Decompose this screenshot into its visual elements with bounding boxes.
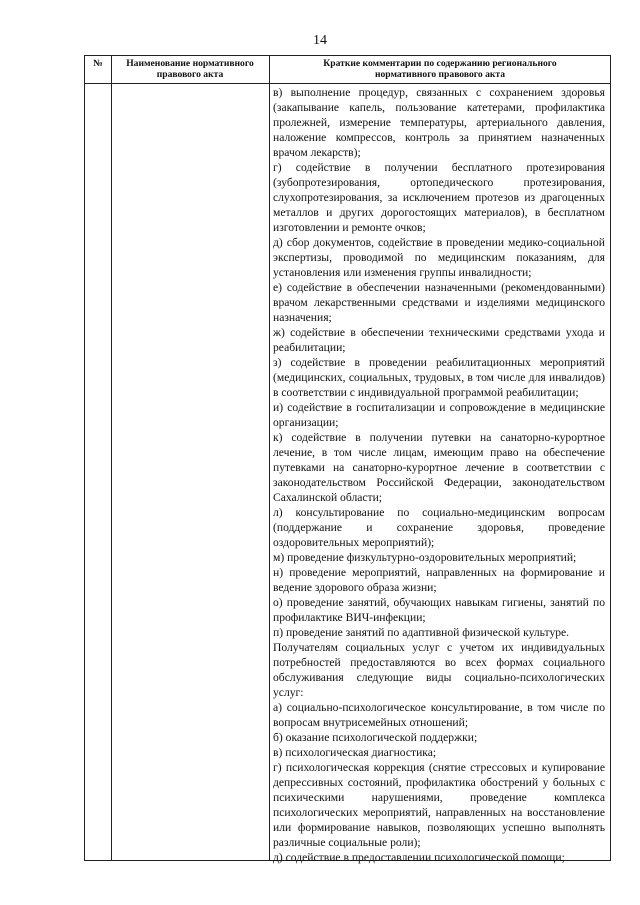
column-divider	[111, 56, 112, 860]
comment-paragraph: а) социально-психологическое консультирование, в том числе по вопросам внутрисемейных отношений;	[273, 701, 605, 729]
header-comments: Краткие комментарии по содержанию регионального нормативного правового акта	[323, 58, 557, 80]
comment-paragraph: н) проведение мероприятий, направленных на формирование и ведение здорового образа жизни;	[273, 566, 605, 594]
comment-paragraph: з) содействие в проведении реабилитационных мероприятий (медицинских, социальных, трудовых, в том числе для инвалидов) в соответствии с индивидуальной программой реабилитации;	[273, 356, 605, 399]
comment-paragraph: м) проведение физкультурно-оздоровительных мероприятий;	[273, 551, 577, 564]
comment-paragraph: Получателям социальных услуг с учетом их индивидуальных потребностей предоставляются во всех формах социального обслуживания следующие виды социально-психологических услуг:	[273, 641, 605, 699]
comment-paragraph: в) выполнение процедур, связанных с сохранением здоровья (закапывание капель, пользование катетерами, профилактика пролежней, измерение температуры, артериального давления, наложение компрессов, контроль за принятием назначенных врачом лекарств);	[273, 86, 605, 159]
comment-paragraph: в) психологическая диагностика;	[273, 746, 437, 759]
comment-paragraph: п) проведение занятий по адаптивной физической культуре.	[273, 626, 570, 639]
header-number: №	[93, 58, 103, 69]
comment-paragraph: л) консультирование по социально-медицинским вопросам (поддержание и сохранение здоровья, проведение оздоровительных мероприятий);	[273, 506, 605, 549]
comment-paragraph: г) содействие в получении бесплатного протезирования (зубопротезирования, ортопедического протезирования, слухопротезирования, за исключением протезов из драгоценных металлов и других дорогостоящих материалов), в бесплатном изготовлении и ремонте очков;	[273, 161, 605, 234]
document-table	[84, 55, 611, 864]
comment-paragraph: е) содействие в обеспечении назначенными (рекомендованными) врачом лекарственными средствами и изделиями медицинского назначения;	[273, 281, 605, 324]
column-divider	[269, 56, 270, 860]
page-number: 14	[313, 33, 327, 48]
header-act-name: Наименование нормативного правового акта	[126, 58, 254, 80]
comment-paragraph: г) психологическая коррекция (снятие стрессовых и купирование депрессивных состояний, профилактика обострений у больных с психическими нарушениями, проведение комплекса психологических мероприятий, направленных на восстановление или формирование навыков, позволяющих успешно выполнять различные социальные роли);	[273, 761, 605, 849]
comment-paragraph: о) проведение занятий, обучающих навыкам гигиены, занятий по профилактике ВИЧ-инфекции;	[273, 596, 605, 624]
comment-paragraph: и) содействие в госпитализации и сопровождение в медицинские организации;	[273, 401, 605, 429]
comments-cell	[273, 85, 605, 865]
header-divider	[85, 83, 610, 84]
comment-paragraph: ж) содействие в обеспечении техническими средствами ухода и реабилитации;	[273, 326, 605, 354]
comment-paragraph: д) содействие в предоставлении психологической помощи;	[273, 851, 565, 864]
comment-paragraph: к) содействие в получении путевки на санаторно-курортное лечение, в том числе лицам, имеющим право на обеспечение путевками на санаторно-курортное лечение в соответствии с законодательством Российской Федерации, законодательством Сахалинской области;	[273, 431, 605, 504]
comment-paragraph: д) сбор документов, содействие в проведении медико-социальной экспертизы, проводимой по медицинским показаниям, для установления или изменения группы инвалидности;	[273, 236, 605, 279]
comment-paragraph: б) оказание психологической поддержки;	[273, 731, 478, 744]
